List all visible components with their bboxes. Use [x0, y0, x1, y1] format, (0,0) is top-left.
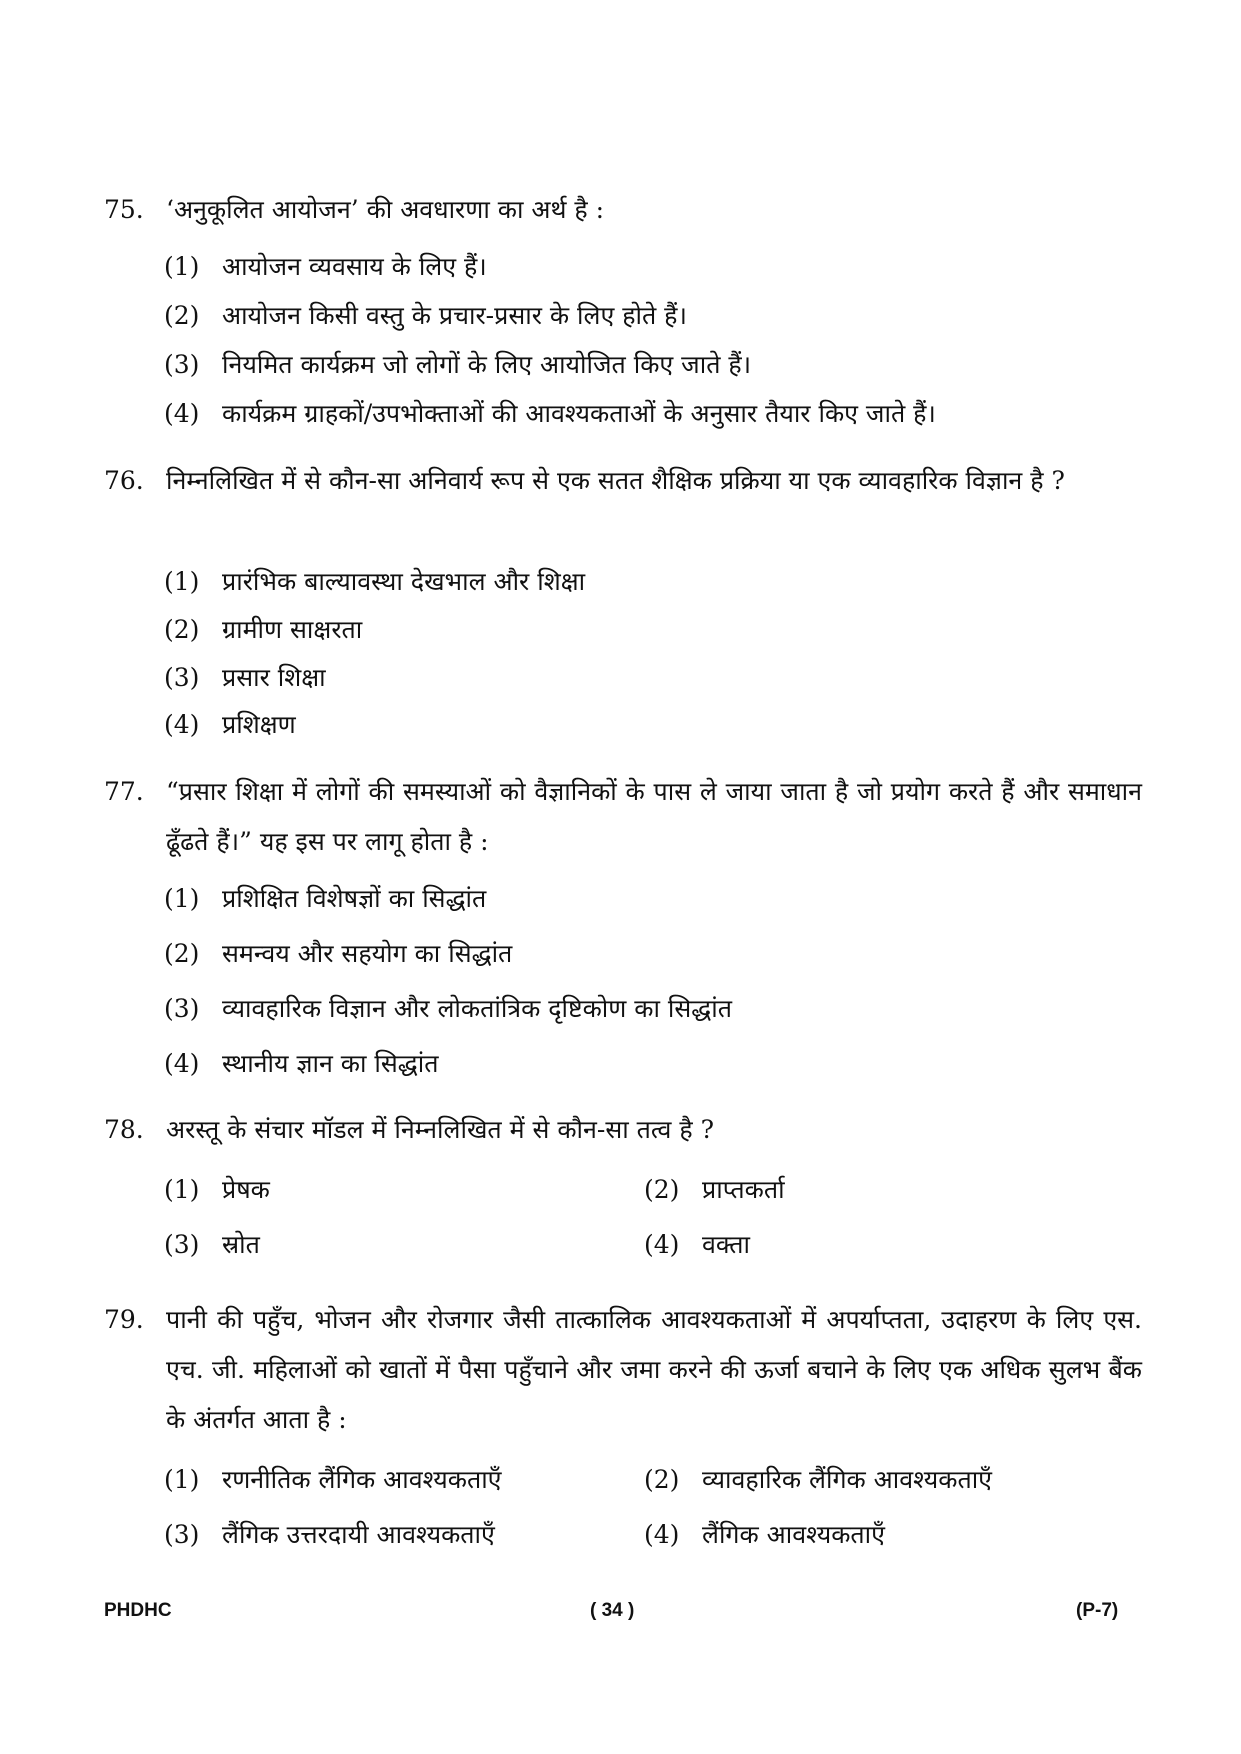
- option-text: प्रशिक्षण: [222, 710, 296, 739]
- option-number: (2): [164, 939, 200, 968]
- option-number: (3): [164, 350, 200, 379]
- question-number: 78.: [104, 1115, 144, 1144]
- option: [164, 247, 487, 287]
- option-number: (4): [164, 710, 200, 739]
- option: [164, 610, 362, 650]
- option: [164, 345, 751, 385]
- option-number: (2): [644, 1465, 680, 1494]
- option-text: ग्रामीण साक्षरता: [222, 615, 363, 644]
- option-text: लैंगिक आवश्यकताएँ: [702, 1520, 885, 1549]
- option-text: व्यावहारिक लैंगिक आवश्यकताएँ: [702, 1465, 992, 1494]
- question-text: अरस्तू के संचार मॉडल में निम्नलिखित में से कौन-सा तत्व है ?: [166, 1115, 715, 1144]
- option: [164, 1460, 502, 1500]
- option-number: (1): [164, 1175, 200, 1204]
- question-number: 76.: [104, 466, 144, 495]
- option-text: आयोजन व्यवसाय के लिए हैं।: [222, 252, 487, 281]
- option-number: (2): [164, 615, 200, 644]
- option-text: कार्यक्रम ग्राहकों/उपभोक्ताओं की आवश्यकताओं के अनुसार तैयार किए जाते हैं।: [222, 399, 936, 428]
- option-number: (3): [164, 663, 200, 692]
- option: [164, 296, 687, 336]
- option-number: (4): [644, 1230, 680, 1259]
- option-number: (1): [164, 252, 200, 281]
- option: [644, 1460, 992, 1500]
- option-number: (4): [164, 399, 200, 428]
- option: [644, 1225, 750, 1265]
- option-text: रणनीतिक लैंगिक आवश्यकताएँ: [222, 1465, 502, 1494]
- option-text: प्रशिक्षित विशेषज्ञों का सिद्धांत: [222, 884, 487, 913]
- question-text: निम्नलिखित में से कौन-सा अनिवार्य रूप से एक सतत शैक्षिक प्रक्रिया या एक व्यावहारिक विज्ञान है ?: [166, 466, 1065, 495]
- option: [164, 1170, 270, 1210]
- option: [164, 562, 585, 602]
- footer-paper-code: PHDHC: [104, 1600, 172, 1621]
- option-number: (4): [164, 1049, 200, 1078]
- option-number: (3): [164, 1520, 200, 1549]
- question-text: पानी की पहुँच, भोजन और रोजगार जैसी तात्कालिक आवश्यकताओं में अपर्याप्तता, उदाहरण के लिए एस. एच. जी. महिलाओं को खातों में पैसा पहुँचाने और जमा करने की ऊर्जा बचाने के लिए एक अधिक सुलभ बैंक के अंतर्गत आता है :: [166, 1305, 1142, 1434]
- option-text: प्रेषक: [222, 1175, 270, 1204]
- option-number: (2): [644, 1175, 680, 1204]
- question-number: 77.: [104, 777, 144, 806]
- option-number: (4): [644, 1520, 680, 1549]
- footer-set-code: (P-7): [1076, 1600, 1119, 1621]
- option-number: (3): [164, 1230, 200, 1259]
- option-number: (2): [164, 301, 200, 330]
- option-text: प्रसार शिक्षा: [222, 663, 326, 692]
- option-text: स्रोत: [222, 1230, 260, 1259]
- option: [164, 1225, 260, 1265]
- option-text: समन्वय और सहयोग का सिद्धांत: [222, 939, 513, 968]
- question-number: 75.: [104, 195, 144, 224]
- option: [164, 1044, 439, 1084]
- question-text: “प्रसार शिक्षा में लोगों की समस्याओं को वैज्ञानिकों के पास ले जाया जाता है जो प्रयोग करते हैं और समाधान ढूँढते हैं।” यह इस पर लागू होता है :: [166, 777, 1142, 856]
- option-number: (1): [164, 884, 200, 913]
- option-text: स्थानीय ज्ञान का सिद्धांत: [222, 1049, 439, 1078]
- option: [164, 989, 732, 1029]
- option-text: प्राप्तकर्ता: [702, 1175, 785, 1204]
- footer-page-number: ( 34 ): [590, 1600, 635, 1621]
- option: [164, 934, 512, 974]
- option-text: व्यावहारिक विज्ञान और लोकतांत्रिक दृष्टिकोण का सिद्धांत: [222, 994, 732, 1023]
- question-number: 79.: [104, 1305, 144, 1334]
- option-text: नियमित कार्यक्रम जो लोगों के लिए आयोजित किए जाते हैं।: [222, 350, 752, 379]
- option-text: प्रारंभिक बाल्यावस्था देखभाल और शिक्षा: [222, 567, 586, 596]
- option-text: लैंगिक उत्तरदायी आवश्यकताएँ: [222, 1520, 495, 1549]
- option: [644, 1515, 885, 1555]
- option: [164, 705, 296, 745]
- option: [164, 1515, 495, 1555]
- option: [164, 879, 486, 919]
- option: [644, 1170, 785, 1210]
- option-number: (1): [164, 567, 200, 596]
- option-text: वक्ता: [702, 1230, 751, 1259]
- option-text: आयोजन किसी वस्तु के प्रचार-प्रसार के लिए होते हैं।: [222, 301, 687, 330]
- option-number: (3): [164, 994, 200, 1023]
- option: [164, 394, 936, 434]
- question-text: ‘अनुकूलित आयोजन’ की अवधारणा का अर्थ है :: [166, 195, 605, 224]
- option: [164, 658, 326, 698]
- option-number: (1): [164, 1465, 200, 1494]
